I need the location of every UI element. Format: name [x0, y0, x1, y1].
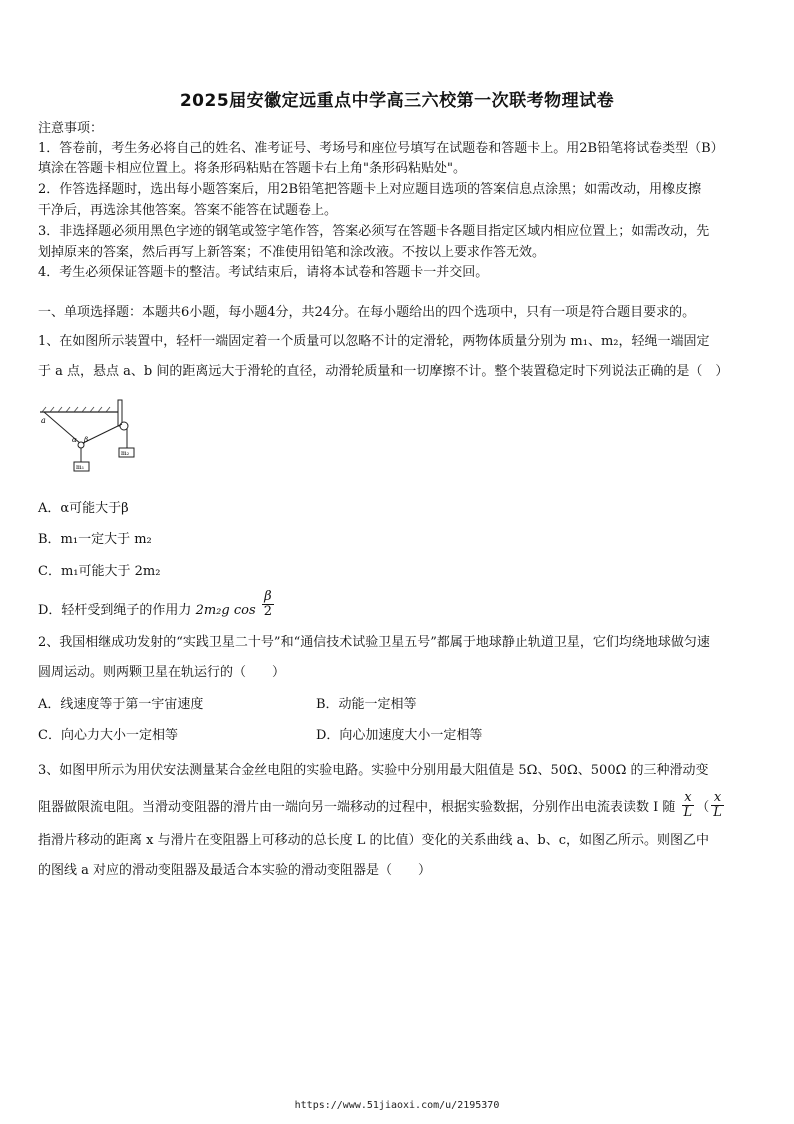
q1-option-d-text: D．轻杆受到绳子的作用力: [38, 603, 192, 618]
notice-line: 4．考生必须保证答题卡的整洁。考试结束后，请将本试卷和答题卡一并交回。: [38, 265, 489, 280]
q3-stem-line4: 的图线 a 对应的滑动变阻器及最适合本实验的滑动变阻器是（ ）: [38, 863, 432, 878]
q1-option-c: C．m₁可能大于 2m₂: [38, 564, 161, 579]
q3-stem-line1: 3、如图甲所示为用伏安法测量某合金丝电阻的实验电路。实验中分别用最大阻值是 5Ω、50Ω、500Ω 的三种滑动变: [38, 763, 709, 778]
q3-stem-line2: [38, 790, 726, 822]
notice-line: 1．答卷前，考生务必将自己的姓名、准考证号、考场号和座位号填写在试题卷和答题卡上。用2B铅笔将试卷类型（B）: [38, 141, 724, 156]
footer-url[interactable]: https://www.51jiaoxi.com/u/2195370: [294, 1100, 500, 1111]
notice-line: 填涂在答题卡相应位置上。将条形码粘贴在答题卡右上角"条形码粘贴处"。: [38, 161, 466, 176]
q3-paren: （: [696, 800, 710, 815]
fraction-denominator: 2: [263, 604, 273, 619]
notice-line: 3．非选择题必须用黑色字迹的钢笔或签字笔作答，答案必须写在答题卡各题目指定区域内相应位置上；如需改动，先: [38, 224, 710, 239]
label-m2: m₂: [121, 450, 130, 457]
page-title: 2025届安徽定远重点中学高三六校第一次联考物理试卷: [179, 91, 615, 111]
q1-option-b: B．m₁一定大于 m₂: [38, 532, 152, 547]
pulley-diagram: [36, 398, 146, 478]
notice-line: 划掉原来的答案，然后再写上新答案；不准使用铅笔和涂改液。不按以上要求作答无效。: [38, 245, 546, 260]
notice-heading: 注意事项：: [38, 121, 104, 136]
q3-stem-line2-text: 阻器做限流电阻。当滑动变阻器的滑片由一端向另一端移动的过程中，根据实验数据，分别作出电流表读数 I 随: [38, 800, 676, 815]
label-a: a: [41, 416, 46, 425]
q2-stem-line2: 圆周运动。则两颗卫星在轨运行的（ ）: [38, 665, 286, 680]
q1-stem-line2: 于 a 点，悬点 a、b 间的距离远大于滑轮的直径，动滑轮质量和一切摩擦不计。整个装置稳定时下列说法正确的是（ ）: [38, 364, 729, 379]
q1-option-d-fraction: [262, 590, 274, 619]
q1-option-a: A．α可能大于β: [38, 501, 129, 516]
fraction-denominator: L: [713, 805, 722, 820]
q1-stem-line1: 1、在如图所示装置中，轻杆一端固定着一个质量可以忽略不计的定滑轮，两物体质量分别为 m₁、m₂，轻绳一端固定: [38, 334, 710, 349]
q3-stem-line3: 指滑片移动的距离 x 与滑片在变阻器上可移动的总长度 L 的比值）变化的关系曲线 a、b、c，如图乙所示。则图乙中: [38, 833, 709, 848]
q3-fraction-1: [682, 791, 695, 820]
q2-stem-line1: 2、我国相继成功发射的“实践卫星二十号”和“通信技术试验卫星五号”都属于地球静止轨道卫星，它们均绕地球做匀速: [38, 635, 710, 650]
q2-option-a: A．线速度等于第一宇宙速度: [38, 697, 204, 712]
label-m1: m₁: [76, 464, 85, 471]
notice-line: 干净后，再选涂其他答案。答案不能答在试题卷上。: [38, 203, 338, 218]
fraction-numerator: x: [711, 791, 724, 806]
fraction-numerator: β: [262, 590, 274, 605]
q2-option-c: C．向心力大小一定相等: [38, 728, 178, 743]
section-heading: 一、单项选择题：本题共6小题，每小题4分，共24分。在每小题给出的四个选项中，只有一项是符合题目要求的。: [38, 305, 696, 320]
q1-option-d-formula: 2m₂g cos: [195, 603, 256, 618]
q2-option-b: B．动能一定相等: [316, 697, 417, 712]
q2-option-d: D．向心加速度大小一定相等: [316, 728, 483, 743]
notice-line: 2．作答选择题时，选出每小题答案后，用2B铅笔把答题卡上对应题目选项的答案信息点涂黑；如需改动，用橡皮擦: [38, 182, 702, 197]
fraction-numerator: x: [682, 791, 695, 806]
fraction-denominator: L: [683, 805, 693, 820]
label-beta: β: [84, 436, 89, 444]
q1-option-d: [38, 589, 276, 625]
q3-fraction-2: [711, 791, 724, 820]
label-alpha: α: [72, 436, 77, 444]
